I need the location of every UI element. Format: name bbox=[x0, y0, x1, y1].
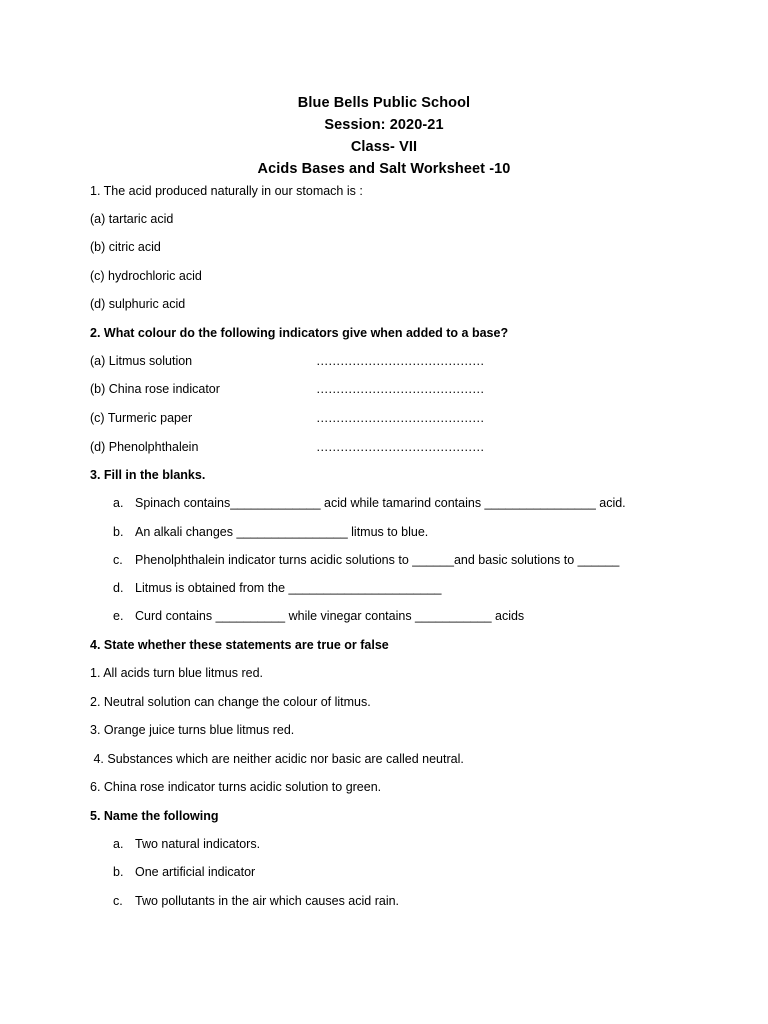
q5-marker-a: a. bbox=[113, 837, 124, 851]
session-heading: Session: 2020-21 bbox=[324, 117, 444, 133]
q2-item-a-blank: …………………………………… bbox=[316, 354, 484, 368]
q1-option-c: (c) hydrochloric acid bbox=[90, 269, 202, 283]
q3-marker-d: d. bbox=[113, 581, 124, 595]
worksheet-title: Acids Bases and Salt Worksheet -10 bbox=[257, 161, 511, 177]
q4-item-2: 2. Neutral solution can change the colour of litmus. bbox=[90, 695, 371, 709]
q4-item-1: 1. All acids turn blue litmus red. bbox=[90, 666, 263, 680]
q2-item-c-blank: …………………………………… bbox=[316, 411, 484, 425]
q1-option-a: (a) tartaric acid bbox=[90, 212, 174, 226]
q3-item-c: Phenolphthalein indicator turns acidic solutions to ______and basic solutions to ______ bbox=[135, 553, 620, 567]
q4-question: 4. State whether these statements are true or false bbox=[90, 638, 389, 652]
q2-question: 2. What colour do the following indicators give when added to a base? bbox=[90, 326, 509, 340]
q4-item-4: 4. Substances which are neither acidic nor basic are called neutral. bbox=[90, 752, 464, 766]
q3-marker-b: b. bbox=[113, 525, 124, 539]
q1-option-d: (d) sulphuric acid bbox=[90, 297, 186, 311]
q3-item-a: Spinach contains_____________ acid while tamarind contains ________________ acid. bbox=[135, 496, 626, 510]
q4-item-6: 6. China rose indicator turns acidic solution to green. bbox=[90, 780, 382, 794]
q3-item-e: Curd contains __________ while vinegar contains ___________ acids bbox=[135, 609, 525, 623]
q1-question: 1. The acid produced naturally in our stomach is : bbox=[90, 184, 363, 198]
school-name: Blue Bells Public School bbox=[297, 95, 471, 111]
q1-option-b: (b) citric acid bbox=[90, 240, 161, 254]
q3-item-d: Litmus is obtained from the ______________________ bbox=[135, 581, 442, 595]
q2-item-b-label: (b) China rose indicator bbox=[90, 382, 220, 396]
q2-item-b-blank: …………………………………… bbox=[316, 382, 484, 396]
q2-item-d-blank: …………………………………… bbox=[316, 440, 484, 454]
q3-question: 3. Fill in the blanks. bbox=[90, 468, 206, 482]
q2-item-a-label: (a) Litmus solution bbox=[90, 354, 193, 368]
q5-marker-b: b. bbox=[113, 865, 124, 879]
q5-marker-c: c. bbox=[113, 894, 123, 908]
q5-item-b: One artificial indicator bbox=[135, 865, 256, 879]
q2-item-c-label: (c) Turmeric paper bbox=[90, 411, 193, 425]
class-heading: Class- VII bbox=[350, 139, 418, 155]
q3-marker-e: e. bbox=[113, 609, 124, 623]
q3-item-b: An alkali changes ________________ litmus to blue. bbox=[135, 525, 429, 539]
q5-item-c: Two pollutants in the air which causes acid rain. bbox=[135, 894, 400, 908]
q5-item-a: Two natural indicators. bbox=[135, 837, 261, 851]
q5-question: 5. Name the following bbox=[90, 809, 219, 823]
q3-marker-c: c. bbox=[113, 553, 123, 567]
q3-marker-a: a. bbox=[113, 496, 124, 510]
q4-item-3: 3. Orange juice turns blue litmus red. bbox=[90, 723, 295, 737]
q2-item-d-label: (d) Phenolphthalein bbox=[90, 440, 199, 454]
